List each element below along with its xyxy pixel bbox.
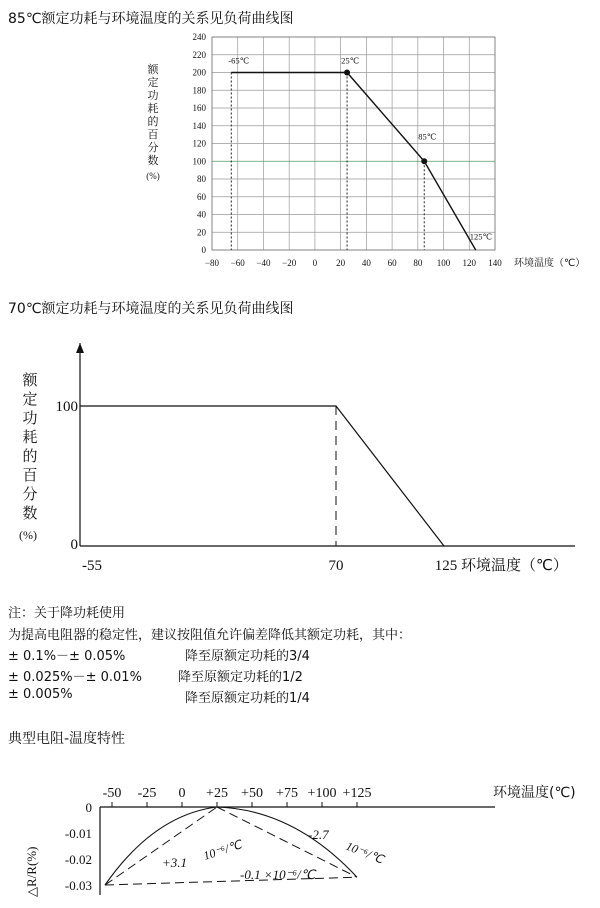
c1-ytick-10: 200: [192, 67, 206, 78]
note-row-3-action: 降至原额定功耗的1/4: [185, 691, 310, 706]
c3-xtick-3: +25: [206, 786, 228, 801]
c1-ytick-9: 180: [192, 85, 206, 96]
c3-ytick-1: -0.01: [64, 826, 92, 841]
c2-xtick-2: 125: [434, 558, 458, 574]
c2-xtick-1: 70: [328, 558, 344, 574]
c3-label-pos: +3.1: [162, 855, 188, 870]
note-row-3-tol: ± 0.005%: [8, 687, 73, 702]
c1-annot-3: 125℃: [469, 231, 493, 242]
chart2-title: 70℃额定功耗与环境温度的关系见负荷曲线图: [8, 301, 294, 317]
c2-xlabel: 环境温度（℃）: [461, 556, 568, 574]
c2-y-arrow: [76, 343, 84, 353]
c3-series-0: [105, 807, 217, 885]
c2-ylabel-char-5: 百: [22, 466, 38, 484]
note-row-2-tol: ± 0.025%－± 0.01%: [8, 670, 142, 685]
chart3-svg: [0, 755, 600, 905]
c3-xtick-2: 0: [178, 786, 186, 801]
c2-ylabel-char-3: 耗: [22, 428, 38, 446]
c1-ytick-4: 80: [197, 174, 206, 184]
c1-ytick-6: 120: [192, 138, 206, 149]
c1-ylabel-char-7: 数: [147, 154, 159, 167]
chart1-title: 85℃额定功耗与环境温度的关系见负荷曲线图: [8, 11, 294, 27]
c3-series-2: [105, 877, 357, 885]
c1-ylabel-char-0: 额: [147, 63, 159, 76]
c3-xtick-0: -50: [102, 786, 122, 801]
c2-ylabel-char-6: 分: [22, 485, 38, 503]
c3-xlabel: 环境温度(℃): [493, 785, 576, 801]
c1-ytick-2: 40: [197, 209, 206, 220]
note-heading: 注：关于降功耗使用: [8, 606, 126, 621]
chart2-svg: [0, 318, 600, 593]
c1-xtick-6: 40: [361, 258, 371, 268]
c1-annot-1: 25℃: [341, 55, 360, 66]
c3-ylabel: △R/R(%): [24, 846, 39, 897]
c3-xtick-7: +125: [342, 786, 372, 801]
c2-ytick-100: 100: [55, 399, 78, 415]
note-row-2-action: 降至原额定功耗的1/2: [178, 670, 303, 685]
c1-xtick-4: 0: [312, 258, 318, 268]
c1-ytick-8: 160: [192, 103, 206, 113]
c1-ylabel-unit: (%): [146, 171, 160, 181]
c3-xtick-4: +50: [241, 786, 263, 801]
c1-point-1: [344, 70, 350, 76]
c1-xtick-2: −40: [256, 258, 271, 268]
c3-xtick-1: -25: [137, 786, 157, 801]
c3-label-neg: -2.7: [308, 827, 329, 842]
c3-ytick-2: -0.02: [64, 852, 92, 867]
c2-ylabel-char-7: 数: [22, 504, 38, 522]
c2-ylabel-char-1: 定: [22, 390, 38, 408]
c3-ytick-0: 0: [85, 800, 92, 815]
c1-xtick-0: −80: [204, 258, 220, 268]
c1-ylabel-char-5: 百: [147, 128, 159, 141]
c1-xtick-5: 20: [336, 258, 346, 268]
note-row-1-tol: ± 0.1%－± 0.05%: [8, 649, 126, 664]
c1-xtick-3: −20: [282, 258, 297, 268]
c3-ytick-3: -0.03: [64, 878, 92, 893]
c2-curve: [80, 406, 444, 546]
c3-label-neg-unit: 10⁻⁶/℃: [343, 838, 386, 867]
c3-xtick-6: +100: [307, 786, 337, 801]
c1-ylabel-char-4: 的: [147, 115, 159, 128]
c2-ytick-0: 0: [70, 537, 78, 553]
c3-xtick-5: +75: [276, 786, 298, 801]
c1-xtick-10: 120: [462, 258, 477, 268]
c2-ylabel-char-2: 功: [22, 409, 38, 427]
note-row-1-action: 降至原额定功耗的3/4: [185, 649, 310, 664]
c1-xtick-1: −60: [230, 258, 245, 268]
c2-ylabel-unit: (%): [19, 528, 37, 542]
c1-ylabel-char-6: 分: [147, 141, 159, 154]
c2-xtick-0: -55: [82, 558, 102, 574]
c1-xtick-8: 80: [413, 258, 423, 268]
c1-xlabel: 环境温度（℃）: [514, 258, 586, 269]
c1-point-2: [421, 158, 427, 164]
c1-ytick-3: 60: [197, 191, 206, 202]
c1-xtick-7: 60: [387, 258, 397, 268]
c3-label-flat: -0.1 ×10⁻⁶/℃: [240, 867, 316, 882]
c1-annot-2: 85℃: [418, 131, 437, 142]
c1-ytick-12: 240: [192, 32, 206, 42]
c1-ytick-1: 20: [197, 227, 206, 238]
c1-ylabel-char-2: 功: [147, 89, 159, 102]
c1-ytick-5: 100: [192, 156, 206, 167]
c1-xtick-9: 100: [436, 258, 451, 268]
c2-ylabel-char-0: 额: [22, 371, 38, 389]
c1-ylabel-char-1: 定: [147, 76, 159, 89]
c1-ytick-7: 140: [192, 120, 206, 131]
note-intro: 为提高电阻器的稳定性，建议按阻值允许偏差降低其额定功耗，其中：: [8, 628, 412, 643]
c1-ylabel-char-3: 耗: [147, 102, 159, 115]
c1-xtick-11: 140: [488, 258, 502, 268]
chart3-title: 典型电阻-温度特性: [8, 731, 126, 747]
c3-label-pos-unit: 10⁻⁶/℃: [201, 837, 244, 863]
c1-ytick-11: 220: [192, 49, 206, 60]
c1-annot-0: -65℃: [228, 55, 250, 66]
chart1-svg: [0, 25, 600, 315]
c1-ytick-0: 0: [201, 245, 206, 255]
c2-ylabel-char-4: 的: [22, 447, 38, 465]
